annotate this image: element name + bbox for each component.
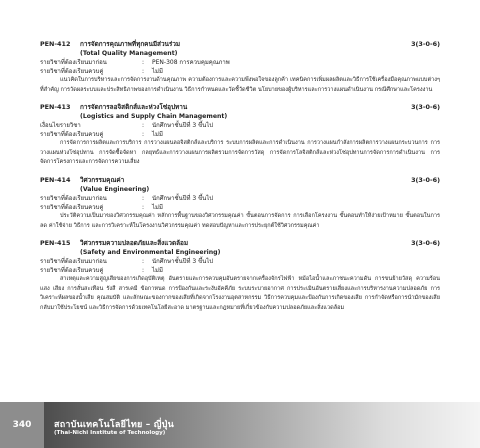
course-title-en: (Value Engineering) bbox=[80, 185, 150, 193]
meta-colon: : bbox=[142, 68, 145, 75]
meta-colon: : bbox=[142, 59, 145, 66]
course-meta-row bbox=[40, 266, 440, 275]
meta-colon: : bbox=[142, 267, 145, 275]
course-description: การจัดการการผลิตและการบริการ การวางแผนลอจิสติกส์และบริการ ระบบการผลิตและการดำเนินงาน การวางแผนกำลังการผลิตการวางแผนกระบวนการ การวางแผนห่วงโซ่อุปทาน การจัดซื้อจัดหา กลยุทธ์และการวางแผนการผลิตรวมการจัดการวัสดุ การจัดการโลจิสติกส์และห่วงโซ่อุปทานการจัดการการดำเนินงาน การจัดการโครงการและการจัดการความเสี่ยง bbox=[40, 140, 440, 166]
course-credits: 3(3-0-6) bbox=[411, 103, 440, 112]
course-code: PEN-415 bbox=[40, 239, 71, 248]
course-header bbox=[40, 40, 440, 49]
meta-label: รายวิชาที่ต้องเรียนควบคู่ bbox=[40, 131, 104, 139]
course-meta-row bbox=[40, 203, 440, 212]
meta-label: รายวิชาที่ต้องเรียนควบคู่ bbox=[40, 68, 104, 75]
course-description: ประวัติความเป็นมาของวิศวกรรมคุณค่า หลักการพื้นฐานของวิศวกรรมคุณค่า ขั้นตอนการจัดการ การเลือกโครงงาน ขั้นตอนทำให้ง่ายเป้าหมาย ขั้นตอนในการลด ค่าใช้จ่าย วิธีการ และการวิเคราะห์ในโครงงานวิศวกรรมคุณค่า ทดสอบปัญหาและการประยุกต์ใช้วิศวกรรมคุณค่า bbox=[40, 212, 440, 229]
course-description: สาเหตุและความสูญเสียของการเกิดอุบัติเหตุ อันตรายและการควบคุมอันตรายจากเครื่องจักรไฟฟ้า หม้อไอน้ำและภาชนะความดัน การขนย้ายวัสดุ ความร้อน แสง เสียง การสั่นสะเทือน รังสี สารเคมี ข้อกาหนด การป้องกันและระงับอัคคีภัย ระบบระบายอากาศ การประเมินอันตรายเสี่ยงและการบริหารงานความปลอดภัย การวิเคราะห์ผลของน้ำเสีย คุณสมบัติ และลักษณะของกากของเสียที่เกิดจากโรงงานอุตสาหกรรม วิธีการควบคุมและป้องกันการเกิดของเสีย การกำจัดหรือการนำมักของเสียกลับมาใช้ประโยชน์ และวิธีการจัดการด้วยเทคโนโลยีสะอาด มาตรฐานและกฎหมายที่เกี่ยวข้องกับความปลอดภัยและสิ่งแวดล้อม bbox=[40, 276, 440, 311]
course-entry bbox=[40, 40, 440, 95]
course-description: แนวคิดในการบริหารและการจัดการงานด้านคุณภาพ ความต้องการและความพึงพอใจของลูกค้า เทคนิคการเพิ่มผลผลิตและวิธีการใช้เครื่องมือคุณภาพแบบต่างๆ ที่สำคัญ การวัดผลระบบและประสิทธิภาพของการดำเนินงาน วิธีการกำหนดและวัดชี้วัดชีวิต นโยบายของผู้บริหารและการวางแผนดำเนินงาน กรณีศึกษาและโครงงาน bbox=[40, 77, 440, 93]
meta-label: เงื่อนไขรายวิชา bbox=[40, 122, 81, 130]
meta-label: รายวิชาที่ต้องเรียนมาก่อน bbox=[40, 258, 107, 266]
course-title-th: วิศวกรรมคุณค่า bbox=[80, 175, 125, 184]
meta-colon: : bbox=[142, 258, 145, 266]
course-entry bbox=[40, 103, 440, 168]
meta-colon: : bbox=[142, 131, 145, 139]
course-meta-row bbox=[40, 130, 440, 139]
institute-name-th: สถาบันเทคโนโลยีไทย – ญี่ปุ่น bbox=[54, 420, 174, 430]
course-code: PEN-414 bbox=[40, 175, 71, 184]
meta-value: PEN-308 การควบคุมคุณภาพ bbox=[152, 59, 230, 66]
course-code: PEN-412 bbox=[40, 40, 71, 48]
course-header bbox=[40, 239, 440, 248]
course-credits: 3(3-0-6) bbox=[411, 40, 440, 48]
meta-colon: : bbox=[142, 122, 145, 130]
meta-label: รายวิชาที่ต้องเรียนควบคู่ bbox=[40, 203, 104, 211]
course-credits: 3(3-0-6) bbox=[411, 175, 440, 184]
course-title-th: การจัดการคุณภาพที่ทุกคนมีส่วนร่วม bbox=[80, 40, 181, 48]
meta-value: ไม่มี bbox=[152, 203, 163, 211]
meta-value: นักศึกษาชั้นปีที่ 3 ขึ้นไป bbox=[152, 122, 214, 130]
meta-value: ไม่มี bbox=[152, 267, 163, 275]
page-number: 340 bbox=[0, 402, 44, 448]
course-header bbox=[40, 176, 440, 185]
meta-value: นักศึกษาชั้นปีที่ 3 ขึ้นไป bbox=[152, 194, 214, 202]
meta-value: ไม่มี bbox=[152, 68, 163, 75]
meta-label: รายวิชาที่ต้องเรียนควบคู่ bbox=[40, 267, 104, 275]
meta-value: ไม่มี bbox=[152, 131, 163, 139]
course-meta-row bbox=[40, 67, 440, 76]
course-entry bbox=[40, 239, 440, 313]
course-meta-row bbox=[40, 58, 440, 67]
course-credits: 3(3-0-6) bbox=[411, 239, 440, 248]
course-title-en: (Safety and Environmental Engineering) bbox=[80, 249, 221, 257]
course-meta-row bbox=[40, 121, 440, 130]
meta-value: นักศึกษาชั้นปีที่ 3 ขึ้นไป bbox=[152, 258, 214, 266]
course-entry bbox=[40, 176, 440, 231]
course-meta-row bbox=[40, 194, 440, 203]
meta-colon: : bbox=[142, 194, 145, 202]
course-header bbox=[40, 103, 440, 112]
meta-label: รายวิชาที่ต้องเรียนมาก่อน bbox=[40, 59, 107, 66]
page-footer bbox=[0, 402, 480, 448]
course-code: PEN-413 bbox=[40, 103, 71, 112]
course-meta-row bbox=[40, 257, 440, 266]
course-title-en: (Logistics and Supply Chain Management) bbox=[80, 113, 228, 121]
course-list bbox=[40, 40, 440, 322]
course-title-th: การจัดการลอจิสติกส์และห่วงโซ่อุปทาน bbox=[80, 103, 188, 112]
meta-label: รายวิชาที่ต้องเรียนมาก่อน bbox=[40, 194, 107, 202]
course-title-th: วิศวกรรมความปลอดภัยและสิ่งแวดล้อม bbox=[80, 239, 189, 248]
course-title-en: (Total Quality Management) bbox=[80, 50, 178, 57]
meta-colon: : bbox=[142, 203, 145, 211]
institute-name-en: (Thai-Nichi Institute of Technology) bbox=[54, 430, 166, 436]
